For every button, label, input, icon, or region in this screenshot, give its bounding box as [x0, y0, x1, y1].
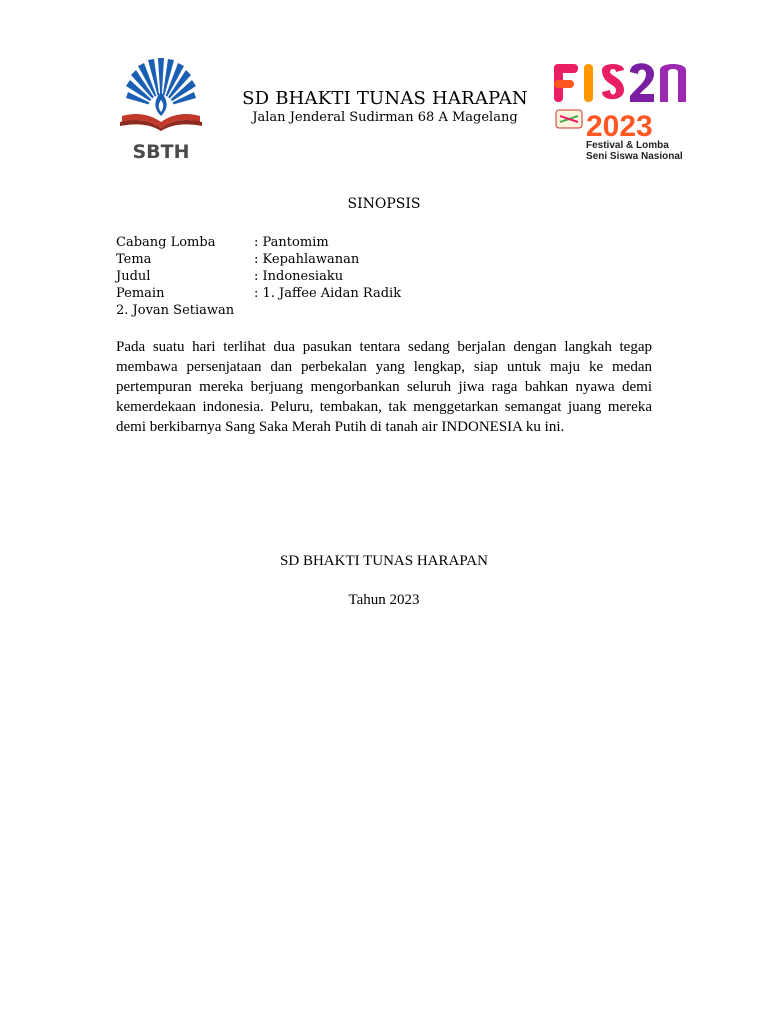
sbth-logo-text: SBTH [132, 141, 190, 163]
info-table [116, 234, 401, 319]
fls2n-year: 2023 [586, 110, 653, 143]
school-name: SD BHAKTI TUNAS HARAPAN [242, 88, 528, 109]
fls2n-line2: Seni Siswa Nasional [586, 151, 683, 162]
info-row [116, 285, 401, 302]
footer-year: Tahun 2023 [348, 592, 420, 608]
info-extra-player: 2. Jovan Setiawan [116, 303, 235, 318]
document-title: SINOPSIS [347, 196, 421, 212]
fls2n-logo [552, 60, 702, 164]
info-value: : Pantomim [254, 235, 329, 250]
info-label: Cabang Lomba [116, 235, 216, 250]
info-label: Judul [116, 269, 151, 284]
fls2n-line1: Festival & Lomba [586, 140, 669, 151]
sbth-logo [116, 58, 206, 164]
info-label: Pemain [116, 286, 165, 301]
info-value: : 1. Jaffee Aidan Radik [254, 286, 402, 301]
info-label: Tema [116, 252, 152, 267]
info-row [116, 234, 401, 251]
info-value: : Indonesiaku [254, 269, 344, 284]
info-row [116, 251, 401, 268]
info-value: : Kepahlawanan [254, 252, 360, 267]
school-address: Jalan Jenderal Sudirman 68 A Magelang [252, 110, 518, 125]
synopsis-paragraph: Pada suatu hari terlihat dua pasukan tentara sedang berjalan dengan langkah tegap membawa persenjataan dan perbekalan yang lengkap, siap untuk maju ke medan pertempuran mereka berjuang mengorbankan seluruh jiwa raga bahkan nyawa demi kemerdekaan indonesia. Peluru, tembakan, tak menggetarkan semangat juang mereka demi berkibarnya Sang Saka Merah Putih di tanah air INDONESIA ku ini. [116, 339, 652, 435]
info-row [116, 268, 401, 285]
footer-school-name: SD BHAKTI TUNAS HARAPAN [280, 553, 488, 569]
